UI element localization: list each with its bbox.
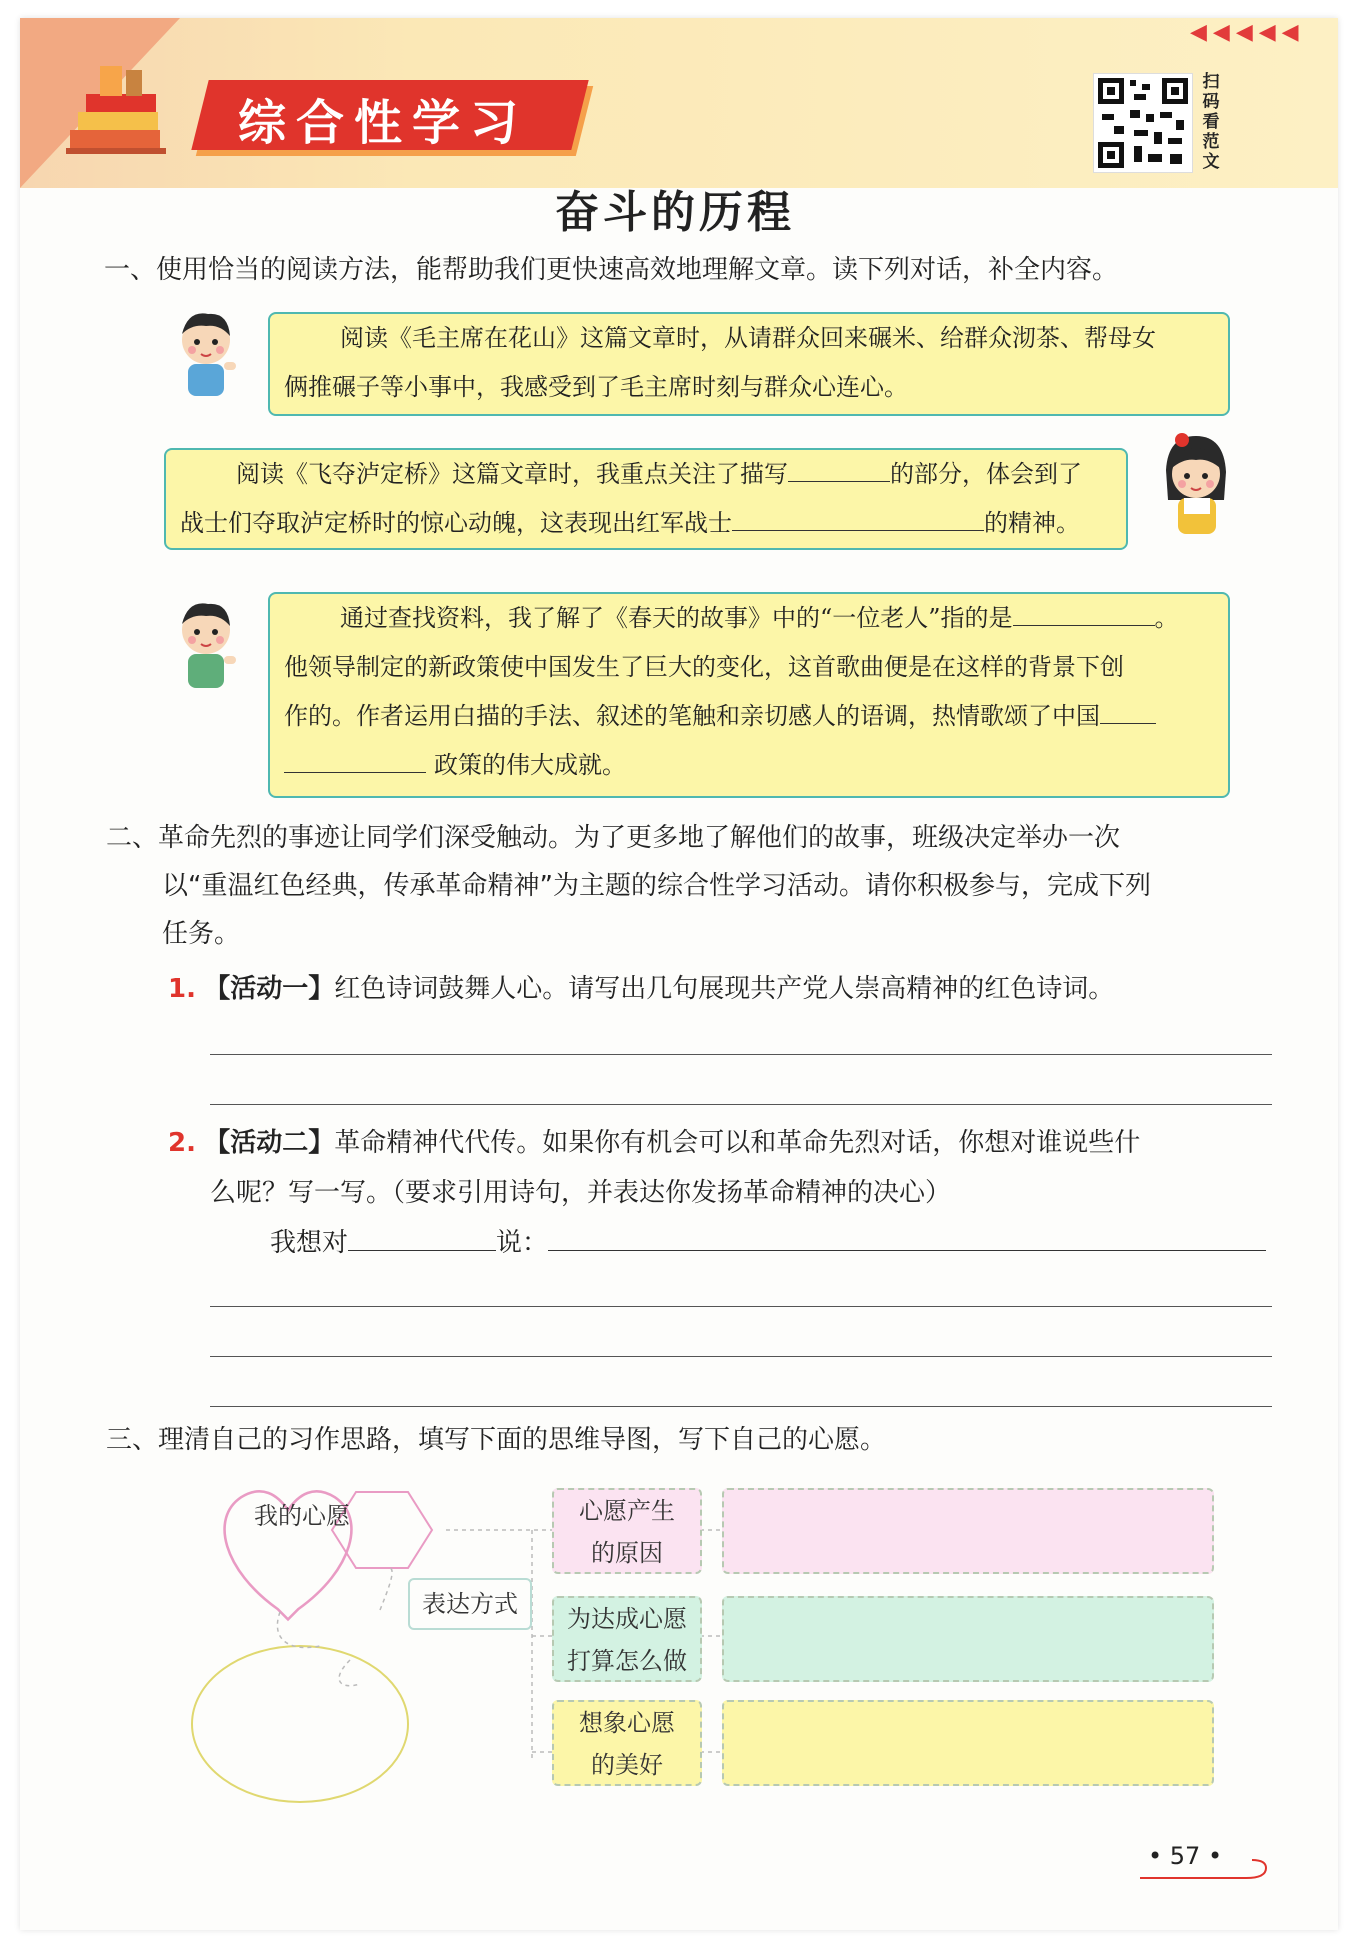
reason-label-line1: 心愿产生 (579, 1497, 675, 1525)
plan-label-line2: 打算怎么做 (567, 1647, 687, 1675)
bubble3-line4b: 政策的伟大成就。 (434, 751, 626, 779)
blank-message-start[interactable] (548, 1220, 1266, 1251)
bubble1-line2: 俩推碾子等小事中，我感受到了毛主席时刻与群众心连心。 (284, 373, 908, 401)
answer-line[interactable] (210, 1306, 1272, 1307)
reason-answer-box[interactable] (722, 1488, 1214, 1574)
imagine-label-line1: 想象心愿 (579, 1709, 675, 1737)
section-banner-title: 综合性学习 (238, 95, 529, 151)
reason-label-line2: 的原因 (591, 1539, 663, 1567)
activity-2-number: 2. (168, 1128, 196, 1158)
bubble3-line1b: 。 (1154, 604, 1179, 632)
dialogue-bubble-2 (164, 448, 1128, 550)
imagine-label-line2: 的美好 (591, 1751, 663, 1779)
activity-2 (168, 1118, 1266, 1268)
activity-1-number: 1. (168, 974, 196, 1004)
section2-question (106, 814, 1151, 958)
plan-label-box (552, 1596, 702, 1682)
bubble2-line2b: 的精神。 (984, 509, 1080, 537)
plan-label-line1: 为达成心愿 (567, 1605, 687, 1633)
bubble1-line1: 阅读《毛主席在花山》这篇文章时，从请群众回来碾米、给群众沏茶、帮母女 (340, 324, 1156, 352)
blank-martyr-name[interactable] (348, 1220, 496, 1251)
express-method-label: 表达方式 (408, 1578, 532, 1630)
activity-1-text: 红色诗词鼓舞人心。请写出几句展现共产党人崇高精神的红色诗词。 (334, 974, 1115, 1004)
activity-2-tag: 【活动二】 (204, 1128, 335, 1158)
imagine-label-box (552, 1700, 702, 1786)
dialogue-bubble-3 (268, 592, 1230, 798)
plan-answer-box[interactable] (722, 1596, 1214, 1682)
bubble2-line2a: 战士们夺取泸定桥时的惊心动魄，这表现出红军战士 (180, 509, 732, 537)
dialogue-bubble-1 (268, 312, 1230, 416)
page-number-decoration-icon (1136, 1854, 1276, 1884)
section1-question: 一、使用恰当的阅读方法，能帮助我们更快速高效地理解文章。读下列对话，补全内容。 (104, 255, 1119, 285)
blank-description-part[interactable] (788, 451, 890, 482)
section2-question-line1: 二、革命先烈的事迹让同学们深受触动。为了更多地了解他们的故事，班级决定举办一次 (106, 823, 1121, 853)
bubble3-line3a: 作的。作者运用白描的手法、叙述的笔触和亲切感人的语调，热情歌颂了中国 (284, 702, 1100, 730)
blank-old-man[interactable] (1013, 595, 1155, 626)
page-title: 奋斗的历程 (555, 187, 795, 238)
answer-line[interactable] (210, 1054, 1272, 1055)
blank-policy-a[interactable] (1100, 693, 1156, 724)
blank-policy-b[interactable] (284, 742, 426, 773)
activity-2-prompt-b: 说： (496, 1228, 549, 1258)
section3-question: 三、理清自己的习作思路，填写下面的思维导图，写下自己的心愿。 (106, 1425, 887, 1455)
bubble3-line1a: 通过查找资料，我了解了《春天的故事》中的“一位老人”指的是 (340, 604, 1013, 632)
activity-2-line2: 么呢？写一写。（要求引用诗句，并表达你发扬革命精神的决心） (210, 1178, 952, 1208)
answer-line[interactable] (210, 1104, 1272, 1105)
girl-avatar-icon (1154, 430, 1236, 540)
answer-line[interactable] (210, 1356, 1272, 1357)
qr-code-icon[interactable] (1093, 73, 1193, 173)
books-icon (60, 60, 180, 170)
heart-label: 我的心愿 (254, 1502, 350, 1530)
activity-2-prompt-a: 我想对 (270, 1228, 349, 1258)
activity-2-line1: 革命精神代代传。如果你有机会可以和革命先烈对话，你想对谁说些什 (334, 1128, 1141, 1158)
boy-avatar-icon (168, 306, 244, 402)
section2-question-line3: 任务。 (162, 919, 241, 949)
page-number: • 57 • (1148, 1842, 1223, 1870)
header-arrows: ◀◀◀◀◀ (1190, 20, 1305, 45)
activity-1-tag: 【活动一】 (204, 974, 335, 1004)
bubble2-line1b: 的部分，体会到了 (890, 460, 1082, 488)
bubble2-line1a: 阅读《飞夺泸定桥》这篇文章时，我重点关注了描写 (236, 460, 788, 488)
reason-label-box (552, 1488, 702, 1574)
activity-1 (168, 964, 1114, 1014)
answer-line[interactable] (210, 1406, 1272, 1407)
section2-question-line2: 以“重温红色经典，传承革命精神”为主题的综合性学习活动。请你积极参与，完成下列 (162, 871, 1151, 901)
boy-avatar-2-icon (168, 596, 244, 696)
imagine-answer-box[interactable] (722, 1700, 1214, 1786)
blank-soldier-spirit[interactable] (732, 500, 984, 531)
qr-label: 扫码看范文 (1202, 72, 1220, 172)
bubble3-line2: 他领导制定的新政策使中国发生了巨大的变化，这首歌曲便是在这样的背景下创 (284, 653, 1124, 681)
